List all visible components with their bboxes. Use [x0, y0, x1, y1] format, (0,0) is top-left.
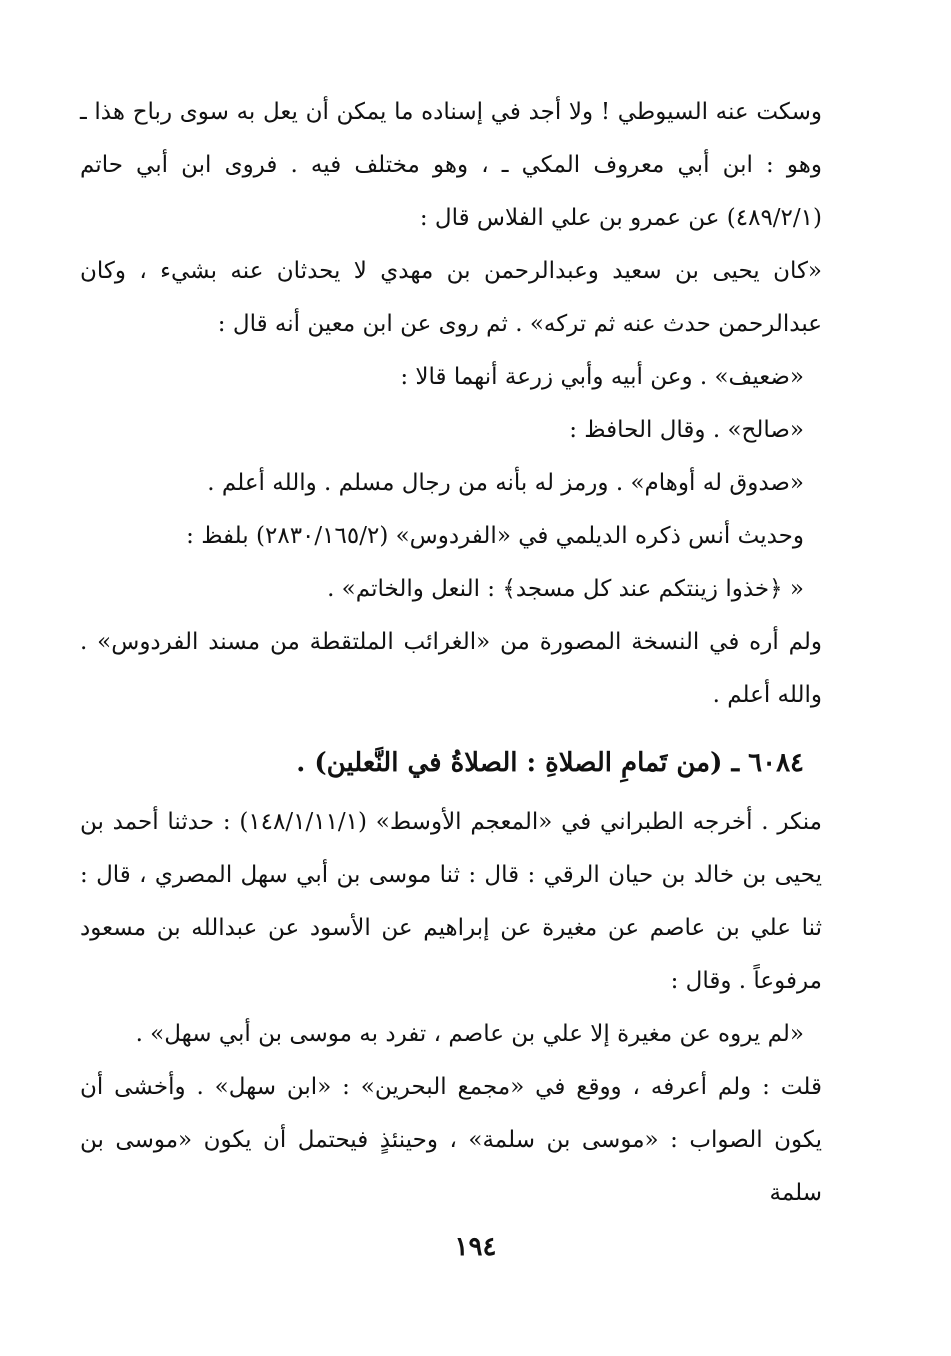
hadith-heading-6084: ٦٠٨٤ ـ (من تَمامِ الصلاةِ : الصلاةُ في النَّعلين) . — [296, 748, 804, 778]
paragraph-anas-daylami: وحديث أنس ذكره الديلمي في «الفردوس» (٢٨٣٠/١٦٥/٢) بلفظ : — [186, 523, 804, 549]
paragraph-qultu: قلت : ولم أعرفه ، ووقع في «مجمع البحرين» : «ابن سهل» . وأخشى أن يكون الصواب : «موسى بن سلمة» ، وحينئذٍ فيحتمل أن يكون «موسى بن سلمة — [80, 1074, 822, 1206]
quote-salih: «صالح» . وقال الحافظ : — [569, 417, 804, 443]
paragraph-ghara-ib: ولم أره في النسخة المصورة من «الغرائب الملتقطة من مسند الفردوس» . والله أعلم . — [80, 629, 822, 708]
page-number: ١٩٤ — [454, 1232, 497, 1262]
paragraph-fallas-quote: «كان يحيى بن سعيد وعبدالرحمن بن مهدي لا يحدثان عنه بشيء ، وكان عبدالرحمن حدث عنه ثم تركه» . ثم روى عن ابن معين أنه قال : — [80, 258, 822, 337]
paragraph-isnad-rabah: وسكت عنه السيوطي ! ولا أجد في إسناده ما يمكن أن يعل به سوى رباح هذا ـ وهو : ابن أبي معروف المكي ـ ، وهو مختلف فيه . فروى ابن أبي حاتم (٤٨٩/٢/١) عن عمرو بن علي الفلاس قال : — [80, 99, 822, 231]
quote-saduq: «صدوق له أوهام» . ورمز له بأنه من رجال مسلم . والله أعلم . — [207, 470, 804, 496]
paragraph-munkar-tabarani: منكر . أخرجه الطبراني في «المعجم الأوسط» (١٤٨/١/١١/١) : حدثنا أحمد بن يحيى بن خالد بن حيان الرقي : قال : ثنا موسى بن أبي سهل المصري ، قال : ثنا علي بن عاصم عن مغيرة عن إبراهيم عن الأسود عن عبدالله بن مسعود مرفوعاً . وقال : — [80, 809, 822, 994]
quote-zinatakum: « ﴿خذوا زينتكم عند كل مسجد﴾ : النعل والخاتم» . — [327, 576, 804, 602]
quote-daif: «ضعيف» . وعن أبيه وأبي زرعة أنهما قالا : — [400, 364, 804, 390]
page-body — [80, 86, 822, 1220]
quote-lam-yarwihi: «لم يروه عن مغيرة إلا علي بن عاصم ، تفرد به موسى بن أبي سهل» . — [135, 1021, 804, 1047]
